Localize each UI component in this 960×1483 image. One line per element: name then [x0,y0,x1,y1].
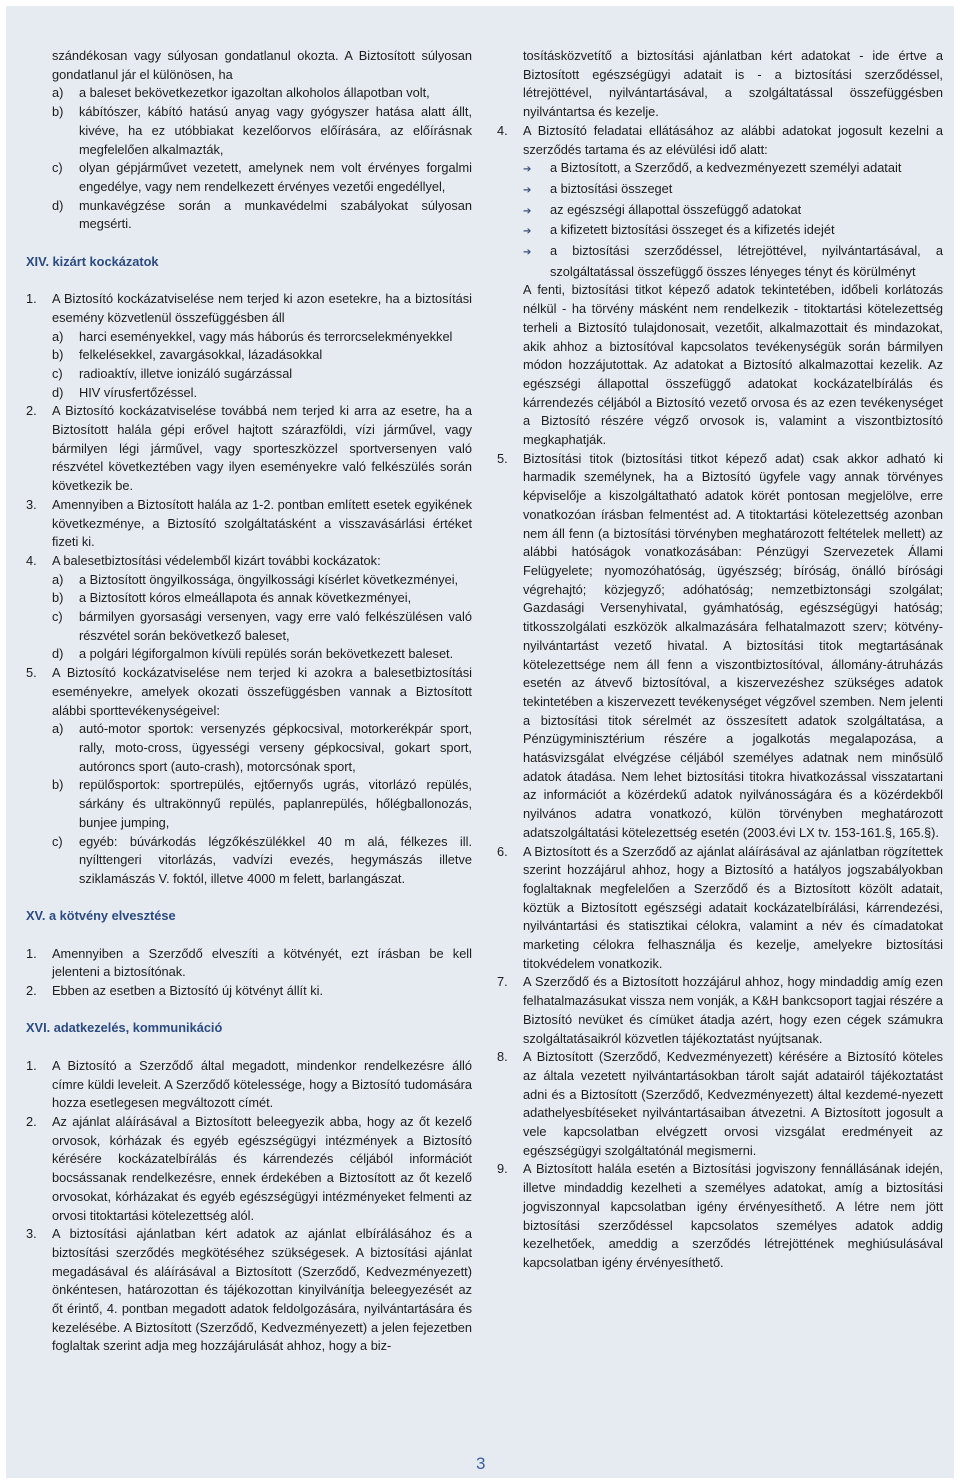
section-heading: XV. a kötvény elvesztése [26,908,176,924]
item-number: 1. [26,945,37,961]
item-number: 1. [26,291,37,307]
numbered-paragraph: 3. Amennyiben a Biztosított halála az 1-2. pontban említett esetek egyikének következménye, a Biztosító szolgáltatásként a visszavásárlási értéket fizeti ki. [26,496,472,550]
list-item: a) a baleset bekövetkezetkor igazoltan alkoholos állapotban volt, [26,84,472,103]
list-item: ➔ az egészségi állapottal összefüggő adatokat [497,201,943,222]
numbered-paragraph: 1. A Biztosító a Szerződő által megadott, mindenkor rendelkezésre álló címre küldi leveleit. A Szerződő kötelessége, hogy a Biztosító tudomására hozza esetlegesen megváltozott címét. [26,1057,472,1111]
item-letter: d) [52,384,64,400]
item-number: 3. [26,1226,37,1242]
numbered-paragraph: 4. A Biztosító feladatai ellátásához az alábbi adatokat jogosult kezelni a szerződés tartama és az elévülési idő alatt: [497,122,943,157]
section-heading: XIV. kizárt kockázatok [26,253,159,269]
numbered-paragraph: 1. Amennyiben a Szerződő elveszíti a kötvényét, ezt írásban be kell jelenteni a biztosítónak. [26,945,472,980]
arrow-bullet-icon: ➔ [523,226,532,238]
list [26,720,472,888]
item-letter: a) [52,721,64,737]
item-letter: b) [52,104,64,120]
list-item: c) olyan gépjárművet vezetett, amelynek nem volt érvényes forgalmi engedélye, vagy nem rendelkezett érvényes vezetői engedéllyel, [52,160,472,194]
paragraph: szándékosan vagy súlyosan gondatlanul okozta. A Biztosított súlyosan gondatlanul jár el különösen, ha [52,48,472,82]
item-number: 5. [497,450,508,466]
numbered-paragraph: 4. A balesetbiztosítási védelemből kizárt további kockázatok: [26,552,472,571]
item-number: 1. [26,1057,37,1073]
item-letter: c) [52,160,63,176]
item-letter: b) [52,590,64,606]
arrow-bullet-icon: ➔ [523,247,532,259]
item-letter: d) [52,646,64,662]
item-letter: b) [52,347,64,363]
paragraph: A fenti, biztosítási titkot képező adatok tekintetében, időbeli korlátozás nélkül - ha törvény másként nem rendelkezik - titoktartási kötelezettség terheli a Biztosító tulajdonosait, vezetőit, alkalmazottait és mindazokat, akik ahhoz a biztosítóval kapcsolatos tevékenységük során bármilyen módon hozzájutottak. Az adatokat a Biztosító alkalmazottai kezelik. Az egészségi állapottal összefüggő adatokat kockázatelbírálás és kárrendezés céljából a Biztosító vezető orvosa és az ezen tevékenységet a Biztosító részére végző orvosok is, valamint a viszontbiztosító megkaphatják. [523,282,943,448]
item-letter: b) [52,777,64,793]
item-number: 2. [26,1113,37,1129]
item-number: 6. [497,843,508,859]
arrow-bullet-icon: ➔ [523,205,532,217]
item-number: 4. [497,122,508,138]
item-letter: d) [52,197,64,213]
list [26,328,472,403]
item-number: 4. [26,552,37,568]
list-item: b) repülősportok: sportrepülés, ejtőernyős ugrás, vitorlázó repülés, sárkány és ultrakönnyű repülés, paplanrepülés, hőlégballonozás, bunjee jumping, [52,777,472,830]
list-item: c) egyéb: búvárkodás légzőkészülékkel 40 m alá, félkezes ill. nyílttengeri vitorlázás, vadvízi evezés, hegymászás illetve sziklamászás V. foktól, illetve 4000 m felett, barlangászat. [52,833,472,886]
numbered-paragraph: 7. A Szerződő és a Biztosított hozzájárul ahhoz, hogy mindaddig amíg ezen felhatalmazásukat vissza nem vonják, a K&H bankcsoport tagjai részére a Biztosító nevüket és címüket átadja azért, hogy ezen cégek számukra szolgáltatásaikról közvetlen tájékoztatást nyújtsanak. [497,974,943,1046]
list-item: ➔ a kifizetett biztosítási összeget és a kifizetés idejét [497,221,943,242]
section-heading: XVI. adatkezelés, kommunikáció [26,1020,223,1036]
list [26,84,472,234]
arrow-bullet-icon: ➔ [523,164,532,176]
numbered-paragraph: 2. A Biztosító kockázatviselése továbbá nem terjed ki arra az esetre, ha a Biztosított halála gépi erővel hajtott szárazföldi, vízi járművel, vagy bármilyen légi járművel, vagy sporteszközzel sportversenyen való részvétel következtében vagy ilyen eseményekre való felkészülés során következik be. [26,403,472,494]
paragraph: tosításközvetítő a biztosítási ajánlatban kért adatokat - ide értve a Biztosított egészségügyi adatait is - a biztosítási szerződéssel, létrejöttével, nyilvántartásával, a szolgáltatással összefüggésben nyilvántartsa és kezelje. [523,48,943,120]
item-letter: c) [52,609,63,625]
list-item: ➔ a biztosítási összeget [497,180,943,201]
list-item: b) felkelésekkel, zavargásokkal, lázadásokkal [26,346,472,365]
item-number: 7. [497,974,508,990]
list-item: a) harci eseményekkel, vagy más háborús és terrorcselekményekkel [26,328,472,347]
item-letter: c) [52,365,63,381]
item-letter: a) [52,85,64,101]
list-item: a) a Biztosított öngyilkossága, öngyilkossági kísérlet következményei, [26,571,472,590]
numbered-paragraph: 1. A Biztosító kockázatviselése nem terjed ki azon esetekre, ha a biztosítási esemény közvetlenül összefüggésben áll [26,291,472,325]
list [26,571,472,665]
bullet-list [497,159,943,281]
list-item: ➔ a Biztosított, a Szerződő, a kedvezményezett személyi adatait [497,159,943,180]
page-number: 3 [476,1454,486,1473]
list-item: b) a Biztosított kóros elmeállapota és annak következményei, [26,589,472,608]
numbered-paragraph: 2. Az ajánlat aláírásával a Biztosított beleegyezik abba, hogy az őt kezelő orvosok, kórházak és egyéb egészségügyi intézmények a Biztosító kérésére kockázatelbírálás és kárrendezés céljából információt bocsássanak rendelkezésre, ennek érdekében a Biztosított az őt kezelő orvosokat, kórházakat és egyéb egészségügyi intézményeket felmenti az orvosi titoktartási kötelezettség alól. [26,1113,472,1223]
list-item: a) autó-motor sportok: versenyzés gépkocsival, motorkerékpár sport, rally, moto-cross, ügyességi verseny gépkocsival, gokart sport, autóroncs sport (auto-crash), motorcsónak sport, [52,721,472,774]
numbered-paragraph: 3. A biztosítási ajánlatban kért adatok az ajánlat elbírálásához és a biztosítási szerződés megkötéséhez szükségesek. A biztosítási ajánlat megadásával és aláírásával a Biztosított (Szerződő, Kedvezményezett) önkéntesen, határozottan és tájékozottan kinyilvánítja beleegyezését az őt érintő, 4. pontban megadott adatok feldolgozására, nyilvántartására és kezelésébe. A Biztosított (Szerződő, Kedvezményezett) a jelen fejezetben foglaltak szerint adja meg hozzájárulását ahhoz, hogy a biz- [26,1226,472,1354]
item-number: 8. [497,1049,508,1065]
list-item: c) radioaktív, illetve ionizáló sugárzással [26,365,472,384]
item-number: 5. [26,665,37,681]
numbered-paragraph: 2. Ebben az esetben a Biztosító új kötvényt állít ki. [26,982,472,1001]
list-item: d) a polgári légiforgalmon kívüli repülés során bekövetkezett baleset. [26,645,472,664]
numbered-paragraph: 5. A Biztosító kockázatviselése nem terjed ki azokra a balesetbiztosítási eseményekre, amelyek okozati összefüggésben vannak a Biztosított alábbi sporttevékenységeivel: [26,665,472,718]
item-number: 9. [497,1161,508,1177]
item-number: 2. [26,983,37,999]
item-letter: a) [52,571,64,587]
item-letter: a) [52,328,64,344]
right-column [497,47,943,1273]
list-item: d) munkavégzése során a munkavédelmi szabályokat súlyosan megsérti. [52,197,472,232]
numbered-paragraph: 5. Biztosítási titok (biztosítási titkot képező adat) csak akkor adható ki harmadik személynek, ha a Biztosító ügyfele vagy annak törvényes képviselője a kiszolgáltatható adatok körét pontosan megjelölve, erre vonatkozóan írásban felmentést ad. A titoktartási kötelezettség azonban nem áll fenn (a biztosítási törvényben meghatározott feltételek mellett) az alábbi hatóságok vonatkozásában: Pénzügyi Szervezetek Állami Felügyelete; nyomozóhatóság, ügyészség; bíróság, önálló bírósági végrehajtó; közjegyző; adóhatóság; nemzetbiztonsági szolgálat; Gazdasági Versenyhivatal, gyámhatóság, egészségügyi hatóság; titkosszolgálati eszközök alkalmazására felhatalmazott szerv; kötvény-nyilvántartást vezető hivatal. A biztosítási titok megtartásának kötelezettsége nem áll fenn a viszontbiztosítóval, állomány-átruházás esetén az átvevő biztosítóval, a kiszervezéshez szükséges adatok tekintetében a kiszervezett tevékenységet végzővel szemben. Nem jelenti a biztosítási titok sérelmét az összesített adatok szolgáltatása, a Pénzügyminisztérium részére a jogalkotás megalapozása, a hatásvizsgálat elvégzése céljából személyes adatnak nem minősülő adatok átadása. Nem lehet biztosítási titokra hivatkozással visszatartani az információt a közérdekű adatok nyilvánosságára és a közérdekből nyilvános adatra vonatkozó, külön törvényben meghatározott adatszolgáltatási kötelezettség esetén (2003.évi LX tv. 153-161.§, 165.§). [497,450,943,840]
item-number: 3. [26,496,37,512]
page-panel [6,6,954,1478]
left-column [26,47,472,1356]
list-item: d) HIV vírusfertőzéssel. [26,384,472,403]
numbered-paragraph: 9. A Biztosított halála esetén a Biztosítási jogviszony fennállásának idején, illetve mindaddig kezelheti a személyes adatokat, amíg a biztosítási jogviszonnyal kapcsolatban igény érvényesíthető. A létre nem jött biztosítási szerződéssel kapcsolatos személyes adatok addig kezelhetőek, ameddig a szerződés létrejöttének meghiúsulásával kapcsolatban igény érvényesíthető. [497,1161,943,1270]
numbered-paragraph: 8. A Biztosított (Szerződő, Kedvezményezett) kérésére a Biztosító köteles az általa vezetett nyilvántartásokban tárolt saját adatairól tájékoztatást adni és a Biztosított (Szerződő, Kedvezményezett) által kezdemé-nyezett adathelyesbítéseket nyilvántartásaiban átvezetni. A Biztosított jogosult a vele kapcsolatban elvégzett orvosi vizsgálat eredményeit az egészségügyi szolgáltatónál megismerni. [497,1049,943,1158]
list-item: b) kábítószer, kábító hatású anyag vagy gyógyszer hatása alatt állt, kivéve, ha ez utóbbiakat kezelőorvos előírására, az előírásnak megfelelően alkalmazták, [52,104,472,157]
arrow-bullet-icon: ➔ [523,184,532,196]
item-number: 2. [26,403,37,419]
item-letter: c) [52,833,63,849]
list-item: c) bármilyen gyorsasági versenyen, vagy erre való felkészülésen való részvétel során bekövetkező baleset, [52,609,472,643]
numbered-paragraph: 6. A Biztosított és a Szerződő az ajánlat aláírásával az ajánlatban rögzítettek szerint hozzájárul ahhoz, hogy a Biztosító a hatályos jogszabályokban foglaltaknak megfelelően a Szerződő és a Biztosított közölt adatait, köztük a Biztosított egészségi adatait kockázatelbírálási, kárrendezési, nyilvántartási és statisztikai célokra, valamint a név és címadatokat marketing célokra felhasználja és kezelje, amelyekre biztosítási titokvédelem vonatkozik. [497,843,943,971]
list-item: ➔ a biztosítási szerződéssel, létrejöttével, nyilvántartásával, a szolgáltatással összefüggő összes lényeges tényt és körülményt [523,243,943,279]
